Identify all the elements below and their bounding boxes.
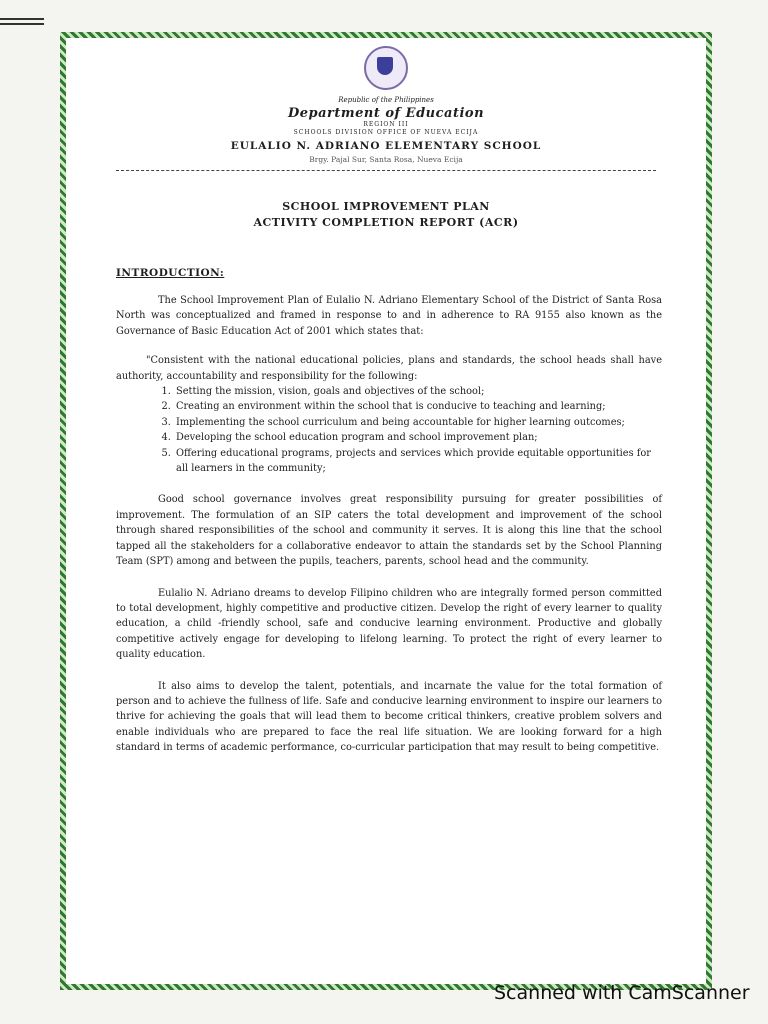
list-item: 1. Setting the mission, vision, goals and objectives of the school; (174, 384, 662, 399)
scan-edge-mark (0, 18, 44, 26)
document-title (66, 199, 706, 231)
responsibility-list (116, 384, 662, 476)
header-divider (116, 170, 656, 171)
list-item: 3. Implementing the school curriculum and being accountable for higher learning outcomes; (174, 415, 662, 430)
republic-line: Republic of the Philippines (338, 96, 434, 104)
deped-seal-icon (364, 46, 408, 90)
region-line: REGION III (363, 121, 409, 128)
school-name: EULALIO N. ADRIANO ELEMENTARY SCHOOL (230, 140, 542, 152)
quote-paragraph: "Consistent with the national educational policies, plans and standards, the school heads shall have authority, accountability and responsibility for the following: (116, 355, 662, 382)
document-page (60, 32, 712, 990)
list-item: 5. Offering educational programs, projects and services which provide equitable opportunities for all learners in the community; (174, 446, 662, 477)
paragraph-3: Eulalio N. Adriano dreams to develop Filipino children who are integrally formed person committed to total development, highly competitive and productive citizen. Develop the right of every learner to quality education, a child -friendly school, safe and conducive learning environment. Productive and globally competitive actively engage for developing to lifelong learning. To protect the right of every learner to quality education. (116, 587, 662, 661)
division-line: SCHOOLS DIVISION OFFICE OF NUEVA ECIJA (293, 129, 479, 136)
intro-heading: INTRODUCTION: (116, 267, 225, 279)
document-body (116, 267, 662, 756)
department-name: Department of Education (287, 106, 485, 121)
school-address: Brgy. Pajal Sur, Santa Rosa, Nueva Ecija (309, 155, 463, 164)
paragraph-1: The School Improvement Plan of Eulalio N. Adriano Elementary School of the District of Santa Rosa North was conceptualized and framed in response to and in adherence to RA 9155 also known as the Governance of Basic Education Act of 2001 which states that: (116, 295, 662, 337)
list-item: 2. Creating an environment within the school that is conducive to teaching and learning; (174, 399, 662, 414)
paragraph-4: It also aims to develop the talent, potentials, and incarnate the value for the total formation of person and to achieve the fullness of life. Safe and conducive learning environment to inspire our learners to thrive for achieving the goals that will lead them to become critical thinkers, creative problem solvers and enable individuals who are prepared to face the real life situation. We are looking forward for a high standard in terms of academic performance, co-curricular participation that may result to being competitive. (116, 680, 662, 754)
title-line-2: ACTIVITY COMPLETION REPORT (ACR) (253, 216, 519, 229)
camscanner-watermark: Scanned with CamScanner (494, 982, 750, 1004)
list-item: 4. Developing the school education program and school improvement plan; (174, 430, 662, 445)
title-line-1: SCHOOL IMPROVEMENT PLAN (282, 200, 490, 213)
letterhead (66, 46, 706, 164)
paragraph-2: Good school governance involves great responsibility pursuing for greater possibilities of improvement. The formulation of an SIP caters the total development and improvement of the school through shared responsibilities of the school and community it serves. It is along this line that the school tapped all the stakeholders for a collaborative endeavor to attain the standards set by the School Planning Team (SPT) among and between the pupils, teachers, parents, school head and the community. (116, 494, 662, 568)
